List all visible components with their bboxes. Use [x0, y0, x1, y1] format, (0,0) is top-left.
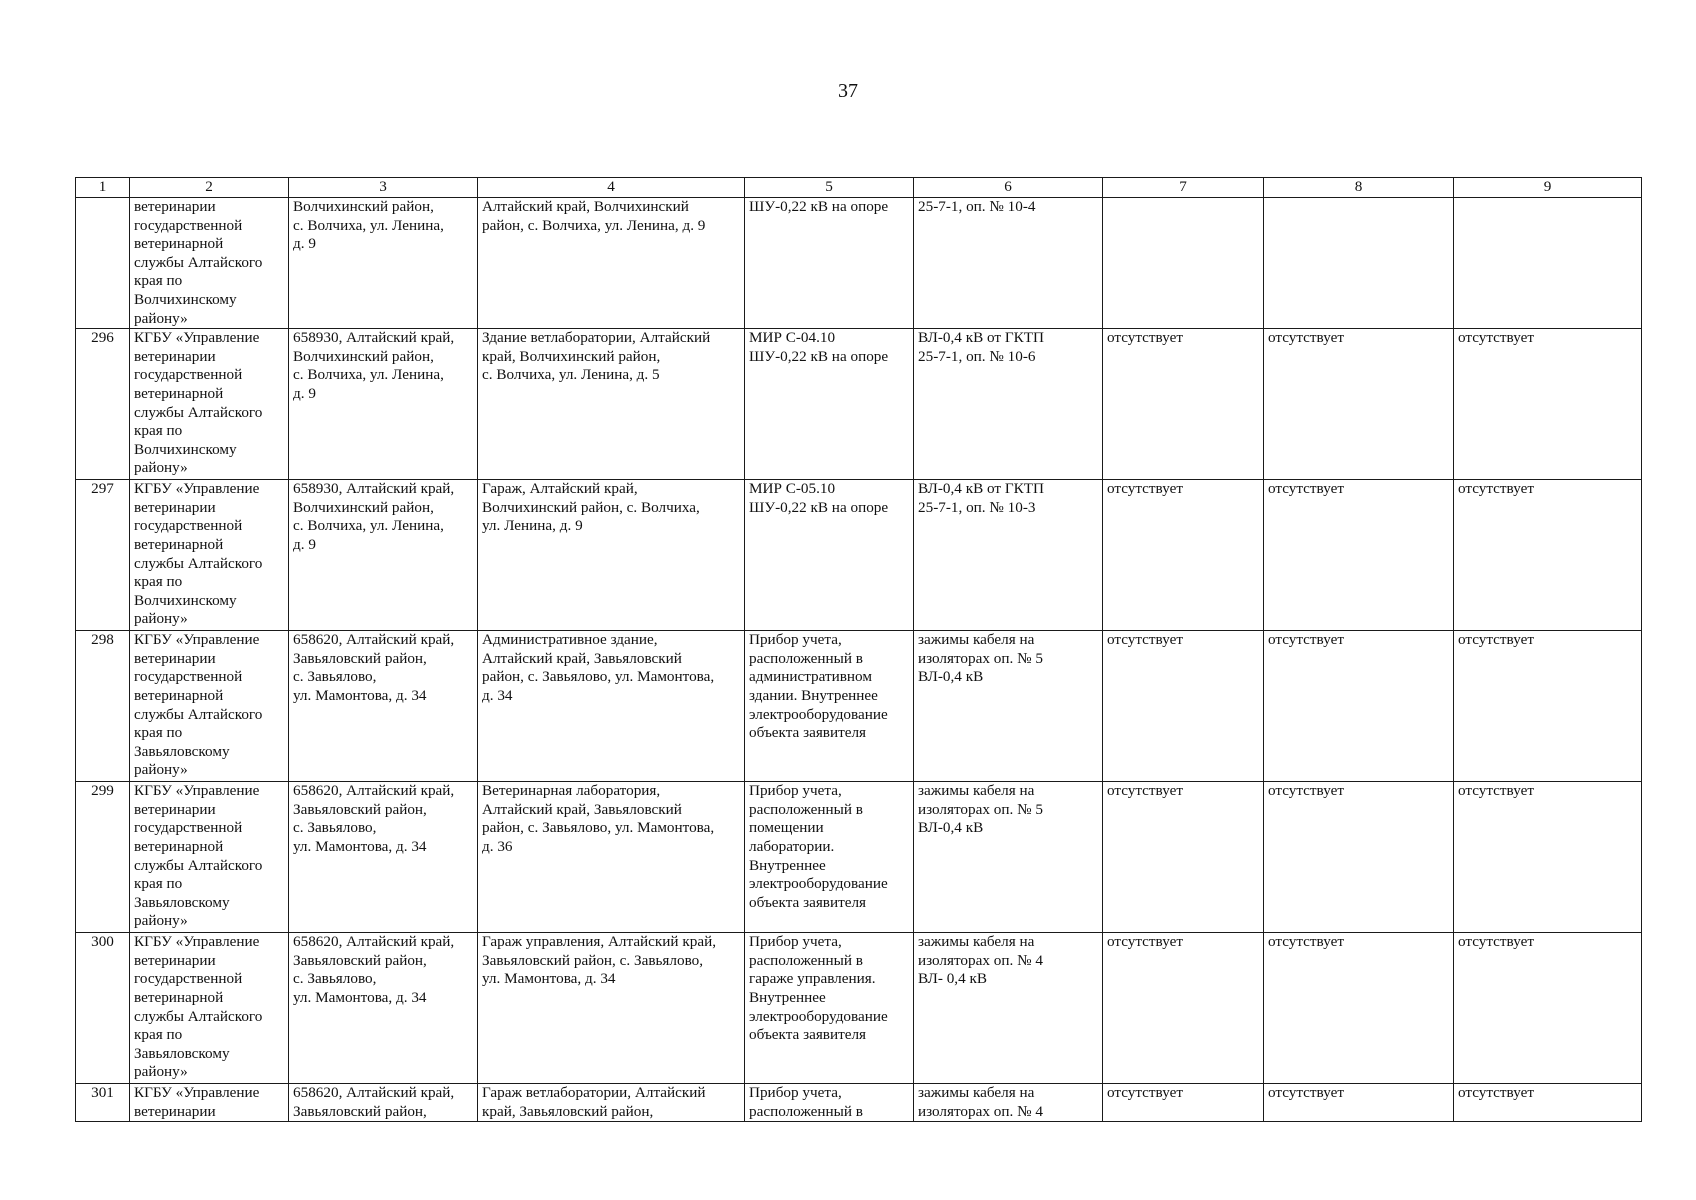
column-header: 5: [745, 178, 914, 198]
column-header: 7: [1103, 178, 1264, 198]
row-number-cell: 300: [76, 933, 130, 1084]
metering-cell: МИР С-05.10 ШУ-0,22 кВ на опоре: [745, 480, 914, 631]
row-number-cell: 301: [76, 1084, 130, 1122]
object-address-cell: Административное здание, Алтайский край, Завьяловский район, с. Завьялово, ул. Мамонтова, д. 34: [478, 631, 745, 782]
organization-cell: КГБУ «Управление ветеринарии государственной ветеринарной службы Алтайского края по Завьяловскому району»: [130, 933, 289, 1084]
metering-cell: Прибор учета, расположенный в административном здании. Внутреннее электрооборудование объекта заявителя: [745, 631, 914, 782]
column-8-cell: [1264, 198, 1454, 329]
column-9-cell: отсутствует: [1454, 631, 1642, 782]
header-row: [76, 178, 1642, 198]
row-number-cell: 297: [76, 480, 130, 631]
column-8-cell: отсутствует: [1264, 329, 1454, 480]
table-row: [76, 480, 1642, 631]
column-header: 2: [130, 178, 289, 198]
organization-cell: КГБУ «Управление ветеринарии государственной ветеринарной службы Алтайского края по Волчихинскому району»: [130, 480, 289, 631]
row-number-cell: [76, 198, 130, 329]
table-row: [76, 198, 1642, 329]
legal-address-cell: 658620, Алтайский край, Завьяловский район, с. Завьялово, ул. Мамонтова, д. 34: [289, 782, 478, 933]
connection-point-cell: ВЛ-0,4 кВ от ГКТП 25-7-1, оп. № 10-3: [914, 480, 1103, 631]
metering-cell: Прибор учета, расположенный в гараже управления. Внутреннее электрооборудование объекта заявителя: [745, 933, 914, 1084]
metering-cell: МИР С-04.10 ШУ-0,22 кВ на опоре: [745, 329, 914, 480]
column-9-cell: отсутствует: [1454, 1084, 1642, 1122]
column-header: 1: [76, 178, 130, 198]
table-row: [76, 1084, 1642, 1122]
row-number-cell: 298: [76, 631, 130, 782]
metering-cell: Прибор учета, расположенный в помещении лаборатории. Внутреннее электрооборудование объекта заявителя: [745, 782, 914, 933]
column-8-cell: отсутствует: [1264, 782, 1454, 933]
table-row: [76, 631, 1642, 782]
organization-cell: КГБУ «Управление ветеринарии государственной ветеринарной службы Алтайского края по Завьяловскому району»: [130, 631, 289, 782]
legal-address-cell: 658930, Алтайский край, Волчихинский район, с. Волчиха, ул. Ленина, д. 9: [289, 480, 478, 631]
object-address-cell: Гараж управления, Алтайский край, Завьяловский район, с. Завьялово, ул. Мамонтова, д. 34: [478, 933, 745, 1084]
column-9-cell: [1454, 198, 1642, 329]
column-8-cell: отсутствует: [1264, 631, 1454, 782]
column-9-cell: отсутствует: [1454, 480, 1642, 631]
column-header: 9: [1454, 178, 1642, 198]
column-7-cell: [1103, 198, 1264, 329]
column-9-cell: отсутствует: [1454, 329, 1642, 480]
column-8-cell: отсутствует: [1264, 1084, 1454, 1122]
legal-address-cell: 658620, Алтайский край, Завьяловский район, с. Завьялово, ул. Мамонтова, д. 34: [289, 631, 478, 782]
column-8-cell: отсутствует: [1264, 480, 1454, 631]
connection-point-cell: ВЛ-0,4 кВ от ГКТП 25-7-1, оп. № 10-6: [914, 329, 1103, 480]
object-address-cell: Алтайский край, Волчихинский район, с. Волчиха, ул. Ленина, д. 9: [478, 198, 745, 329]
column-header: 4: [478, 178, 745, 198]
legal-address-cell: 658620, Алтайский край, Завьяловский район, с. Завьялово, ул. Мамонтова, д. 34: [289, 933, 478, 1084]
connection-point-cell: зажимы кабеля на изоляторах оп. № 4: [914, 1084, 1103, 1122]
table-row: [76, 933, 1642, 1084]
column-7-cell: отсутствует: [1103, 782, 1264, 933]
metering-cell: Прибор учета, расположенный в: [745, 1084, 914, 1122]
organization-cell: КГБУ «Управление ветеринарии государственной ветеринарной службы Алтайского края по Волчихинскому району»: [130, 329, 289, 480]
column-7-cell: отсутствует: [1103, 631, 1264, 782]
organization-cell: КГБУ «Управление ветеринарии государственной ветеринарной службы Алтайского края по Завьяловскому району»: [130, 782, 289, 933]
column-9-cell: отсутствует: [1454, 933, 1642, 1084]
column-7-cell: отсутствует: [1103, 329, 1264, 480]
legal-address-cell: 658930, Алтайский край, Волчихинский район, с. Волчиха, ул. Ленина, д. 9: [289, 329, 478, 480]
table-row: [76, 329, 1642, 480]
connection-point-cell: зажимы кабеля на изоляторах оп. № 4 ВЛ- 0,4 кВ: [914, 933, 1103, 1084]
column-7-cell: отсутствует: [1103, 480, 1264, 631]
column-7-cell: отсутствует: [1103, 933, 1264, 1084]
object-address-cell: Здание ветлаборатории, Алтайский край, Волчихинский район, с. Волчиха, ул. Ленина, д. 5: [478, 329, 745, 480]
legal-address-cell: Волчихинский район, с. Волчиха, ул. Ленина, д. 9: [289, 198, 478, 329]
row-number-cell: 296: [76, 329, 130, 480]
row-number-cell: 299: [76, 782, 130, 933]
object-address-cell: Ветеринарная лаборатория, Алтайский край, Завьяловский район, с. Завьялово, ул. Мамонтова, д. 36: [478, 782, 745, 933]
connection-point-cell: 25-7-1, оп. № 10-4: [914, 198, 1103, 329]
column-8-cell: отсутствует: [1264, 933, 1454, 1084]
page-number: 37: [838, 80, 858, 102]
table-row: [76, 782, 1642, 933]
column-header: 6: [914, 178, 1103, 198]
metering-cell: ШУ-0,22 кВ на опоре: [745, 198, 914, 329]
legal-address-cell: 658620, Алтайский край, Завьяловский район,: [289, 1084, 478, 1122]
organization-cell: ветеринарии государственной ветеринарной службы Алтайского края по Волчихинскому району»: [130, 198, 289, 329]
connection-point-cell: зажимы кабеля на изоляторах оп. № 5 ВЛ-0,4 кВ: [914, 631, 1103, 782]
column-7-cell: отсутствует: [1103, 1084, 1264, 1122]
column-header: 3: [289, 178, 478, 198]
organization-cell: КГБУ «Управление ветеринарии: [130, 1084, 289, 1122]
column-header: 8: [1264, 178, 1454, 198]
object-address-cell: Гараж, Алтайский край, Волчихинский район, с. Волчиха, ул. Ленина, д. 9: [478, 480, 745, 631]
column-9-cell: отсутствует: [1454, 782, 1642, 933]
data-table: [75, 177, 1642, 1122]
connection-point-cell: зажимы кабеля на изоляторах оп. № 5 ВЛ-0,4 кВ: [914, 782, 1103, 933]
object-address-cell: Гараж ветлаборатории, Алтайский край, Завьяловский район,: [478, 1084, 745, 1122]
